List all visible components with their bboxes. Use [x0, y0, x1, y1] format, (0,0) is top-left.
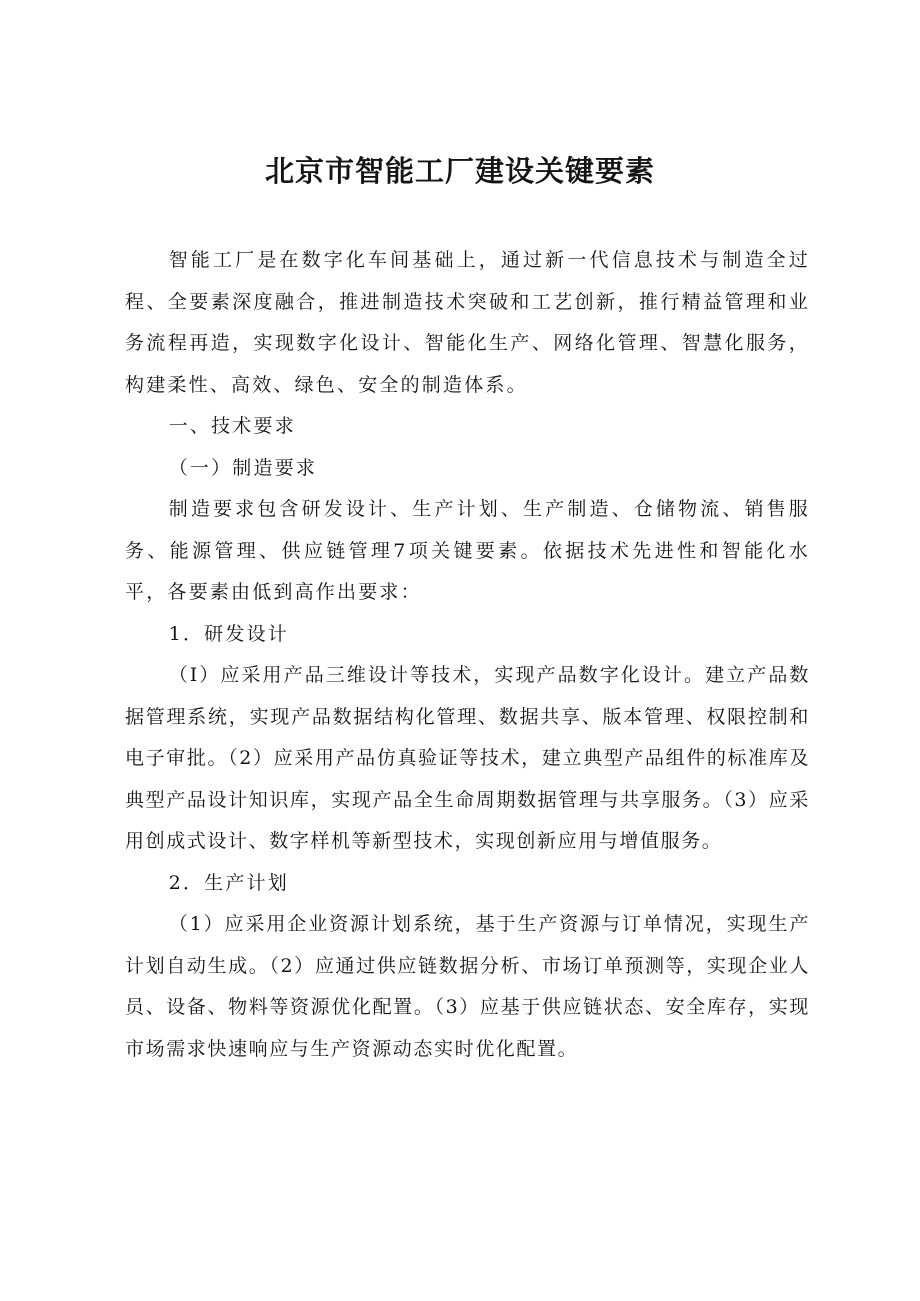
document-body — [125, 240, 810, 1070]
rd-design-paragraph: （I）应采用产品三维设计等技术，实现产品数字化设计。建立产品数据管理系统，实现产品数据结构化管理、数据共享、版本管理、权限控制和电子审批。（2）应采用产品仿真验证等技术，建立典型产品组件的标准库及典型产品设计知识库，实现产品全生命周期数据管理与共享服务。（3）应采用创成式设计、数字样机等新型技术，实现创新应用与增值服务。 — [125, 664, 810, 852]
production-planning-paragraph: （1）应采用企业资源计划系统，基于生产资源与订单情况，实现生产计划自动生成。（2）应通过供应链数据分析、市场订单预测等，实现企业人员、设备、物料等资源优化配置。（3）应基于供应链状态、安全库存，实现市场需求快速响应与生产资源动态实时优化配置。 — [125, 913, 810, 1060]
section-heading-technical-requirements: 一、技术要求 — [168, 415, 296, 437]
manufacturing-requirements-paragraph: 制造要求包含研发设计、生产计划、生产制造、仓储物流、销售服务、能源管理、供应链管理7项关键要素。依据技术先进性和智能化水平，各要素由低到高作出要求： — [125, 498, 810, 603]
document-title: 北京市智能工厂建设关键要素 — [264, 154, 655, 188]
item-heading-rd-design: 1．研发设计 — [168, 622, 289, 645]
subsection-heading-manufacturing-requirements: （一）制造要求 — [168, 456, 318, 479]
intro-paragraph: 智能工厂是在数字化车间基础上，通过新一代信息技术与制造全过程、全要素深度融合，推进制造技术突破和工艺创新，推行精益管理和业务流程再造，实现数字化设计、智能化生产、网络化管理、智慧化服务，构建柔性、高效、绿色、安全的制造体系。 — [125, 249, 810, 396]
item-heading-production-planning: 2．生产计划 — [168, 871, 289, 894]
